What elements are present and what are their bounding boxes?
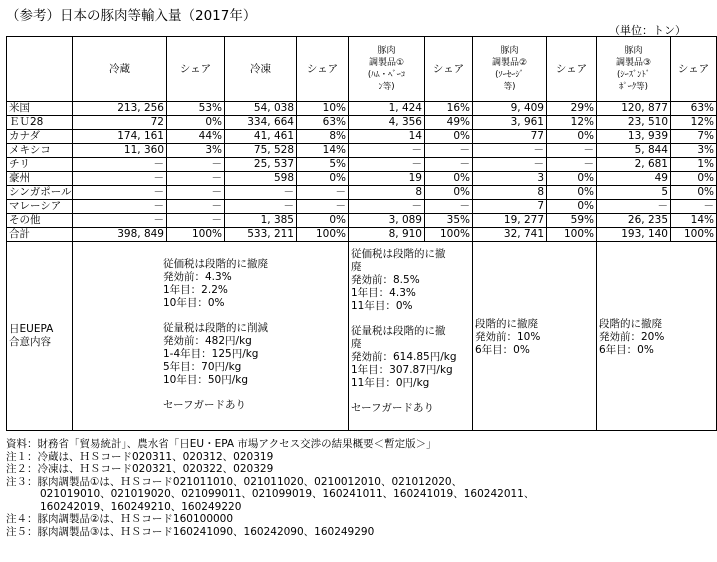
volume-cell: 26, 235 bbox=[597, 214, 671, 228]
epa-text-line: セーフガードあり bbox=[351, 402, 434, 414]
share-cell: － bbox=[167, 172, 225, 186]
row-country: メキシコ bbox=[7, 144, 73, 158]
header-share-4: シェア bbox=[547, 37, 597, 102]
epa-text-line: 従価税は段階的に撤 bbox=[351, 248, 446, 260]
footnote-line: 注２：冷凍は、ＨＳコード020321、020322、020329 bbox=[6, 463, 274, 475]
header-processed-3 bbox=[597, 37, 671, 102]
epa-text-line: 発効前：20% bbox=[599, 330, 665, 343]
share-cell: 0% bbox=[547, 172, 597, 186]
header-processed-2-line2: 調製品② bbox=[491, 58, 528, 68]
volume-cell: － bbox=[597, 200, 671, 214]
table-row bbox=[7, 214, 717, 228]
share-cell: 44% bbox=[167, 130, 225, 144]
share-cell: 0% bbox=[425, 172, 473, 186]
volume-cell: 1, 385 bbox=[225, 214, 297, 228]
epa-text-line: 発効前：614.85円/kg bbox=[351, 351, 457, 363]
share-cell: 0% bbox=[547, 130, 597, 144]
header-share-2: シェア bbox=[297, 37, 349, 102]
header-processed-3-line3: (ｼｰｽﾞﾝﾄﾞ bbox=[616, 70, 651, 80]
header-processed-1-line1: 豚肉 bbox=[377, 46, 396, 56]
epa-text-line: 10年目：50円/kg bbox=[163, 374, 249, 386]
volume-cell: 174, 161 bbox=[73, 130, 167, 144]
table-row bbox=[7, 144, 717, 158]
table-row bbox=[7, 116, 717, 130]
volume-cell: 41, 461 bbox=[225, 130, 297, 144]
epa-text-line: 段階的に撤廃 bbox=[475, 317, 538, 330]
volume-cell: 54, 038 bbox=[225, 102, 297, 116]
header-chilled: 冷蔵 bbox=[73, 37, 167, 102]
share-cell: 63% bbox=[297, 116, 349, 130]
volume-cell: 2, 681 bbox=[597, 158, 671, 172]
volume-cell: 8 bbox=[473, 186, 547, 200]
header-processed-2-line3: (ｿｰｾｰｼﾞ bbox=[495, 70, 524, 80]
epa-text-line: 発効前：482円/kg bbox=[163, 335, 252, 347]
volume-cell: － bbox=[73, 200, 167, 214]
import-table bbox=[6, 36, 717, 431]
header-share-3: シェア bbox=[425, 37, 473, 102]
share-cell: 7% bbox=[671, 130, 717, 144]
volume-cell: 3 bbox=[473, 172, 547, 186]
header-processed-3-line2: 調製品③ bbox=[615, 58, 652, 68]
volume-cell: 11, 360 bbox=[73, 144, 167, 158]
volume-cell: 533, 211 bbox=[225, 228, 297, 242]
epa-text-line: 1年目：307.87円/kg bbox=[351, 364, 453, 376]
footnote-line: 資料：財務省「貿易統計」、農水省「日EU・EPA 市場アクセス交渉の結果概要＜暫定版＞」 bbox=[6, 438, 437, 450]
share-cell: 0% bbox=[671, 186, 717, 200]
share-cell: 53% bbox=[167, 102, 225, 116]
epa-text-line: 発効前：4.3% bbox=[163, 271, 232, 283]
epa-proc1-cell bbox=[349, 242, 473, 431]
row-country: 豪州 bbox=[7, 172, 73, 186]
epa-text-line: 11年目：0% bbox=[351, 300, 413, 312]
share-cell: 14% bbox=[671, 214, 717, 228]
volume-cell: 75, 528 bbox=[225, 144, 297, 158]
volume-cell: － bbox=[225, 186, 297, 200]
volume-cell: － bbox=[473, 144, 547, 158]
share-cell: 5% bbox=[297, 158, 349, 172]
epa-text-line: 段階的に撤廃 bbox=[599, 317, 662, 330]
epa-text-line: 発効前：10% bbox=[475, 330, 541, 343]
share-cell: 0% bbox=[425, 130, 473, 144]
volume-cell: － bbox=[73, 172, 167, 186]
header-row bbox=[7, 37, 717, 102]
volume-cell: 13, 939 bbox=[597, 130, 671, 144]
volume-cell: 120, 877 bbox=[597, 102, 671, 116]
header-frozen: 冷凍 bbox=[225, 37, 297, 102]
share-cell: 3% bbox=[671, 144, 717, 158]
share-cell: 0% bbox=[547, 186, 597, 200]
share-cell: － bbox=[167, 158, 225, 172]
volume-cell: － bbox=[73, 158, 167, 172]
table-row bbox=[7, 186, 717, 200]
header-processed-2 bbox=[473, 37, 547, 102]
spacer bbox=[163, 310, 346, 322]
volume-cell: － bbox=[349, 158, 425, 172]
row-country: マレーシア bbox=[7, 200, 73, 214]
volume-cell: 3, 961 bbox=[473, 116, 547, 130]
epa-text-line: 5年目：70円/kg bbox=[163, 361, 242, 373]
footnote-line: 注５：豚肉調製品③は、ＨＳコード160241090、160242090、160249290 bbox=[6, 525, 375, 538]
share-cell: － bbox=[425, 158, 473, 172]
epa-text-line: 発効前：8.5% bbox=[351, 274, 420, 286]
volume-cell: 598 bbox=[225, 172, 297, 186]
data-rows bbox=[7, 102, 717, 242]
volume-cell: 213, 256 bbox=[73, 102, 167, 116]
share-cell: － bbox=[671, 200, 717, 214]
volume-cell: 8 bbox=[349, 186, 425, 200]
footnote-line: 021019010、021019020、021099011、021099019、160241011、160241019、160242011、 bbox=[40, 488, 535, 500]
volume-cell: 398, 849 bbox=[73, 228, 167, 242]
share-cell: 100% bbox=[547, 228, 597, 242]
share-cell: 12% bbox=[671, 116, 717, 130]
epa-proc3-cell bbox=[597, 242, 717, 431]
share-cell: － bbox=[425, 144, 473, 158]
volume-cell: 7 bbox=[473, 200, 547, 214]
share-cell: － bbox=[167, 200, 225, 214]
epa-text-line: セーフガードあり bbox=[163, 399, 246, 411]
table-row bbox=[7, 172, 717, 186]
row-country: カナダ bbox=[7, 130, 73, 144]
volume-cell: － bbox=[73, 186, 167, 200]
footnotes bbox=[6, 438, 534, 538]
volume-cell: 77 bbox=[473, 130, 547, 144]
epa-text-line: 10年目：0% bbox=[163, 297, 225, 309]
epa-text-line: 11年目：0円/kg bbox=[351, 377, 430, 389]
epa-proc2-cell bbox=[473, 242, 597, 431]
table-row bbox=[7, 228, 717, 242]
share-cell: － bbox=[425, 200, 473, 214]
volume-cell: 193, 140 bbox=[597, 228, 671, 242]
volume-cell: 9, 409 bbox=[473, 102, 547, 116]
table-row bbox=[7, 200, 717, 214]
share-cell: 3% bbox=[167, 144, 225, 158]
share-cell: 49% bbox=[425, 116, 473, 130]
volume-cell: 5 bbox=[597, 186, 671, 200]
spacer bbox=[163, 387, 346, 399]
row-country: チリ bbox=[7, 158, 73, 172]
epa-label-line2: 合意内容 bbox=[9, 336, 51, 348]
header-processed-1-line2: 調製品① bbox=[368, 58, 405, 68]
share-cell: 59% bbox=[547, 214, 597, 228]
spacer bbox=[351, 313, 470, 325]
epa-text-line: 1年目：2.2% bbox=[163, 284, 228, 296]
share-cell: 8% bbox=[297, 130, 349, 144]
epa-text-line: 6年目：0% bbox=[599, 343, 654, 356]
epa-fresh-cell bbox=[73, 242, 349, 431]
share-cell: － bbox=[167, 214, 225, 228]
volume-cell: 25, 537 bbox=[225, 158, 297, 172]
volume-cell: － bbox=[349, 200, 425, 214]
header-blank bbox=[7, 37, 73, 102]
volume-cell: 3, 089 bbox=[349, 214, 425, 228]
footnote-line: 注４：豚肉調製品②は、ＨＳコード160100000 bbox=[6, 513, 234, 525]
volume-cell: － bbox=[349, 144, 425, 158]
epa-label-cell bbox=[7, 242, 73, 431]
share-cell: 63% bbox=[671, 102, 717, 116]
volume-cell: 72 bbox=[73, 116, 167, 130]
volume-cell: 32, 741 bbox=[473, 228, 547, 242]
share-cell: 0% bbox=[547, 200, 597, 214]
header-processed-1-line4: ﾝ等) bbox=[378, 82, 395, 92]
volume-cell: 334, 664 bbox=[225, 116, 297, 130]
volume-cell: 19, 277 bbox=[473, 214, 547, 228]
row-country: 米国 bbox=[7, 102, 73, 116]
header-processed-2-line1: 豚肉 bbox=[500, 46, 519, 56]
share-cell: 100% bbox=[671, 228, 717, 242]
volume-cell: 23, 510 bbox=[597, 116, 671, 130]
header-processed-3-line4: ﾎﾟｰｸ等) bbox=[619, 82, 648, 92]
share-cell: 0% bbox=[167, 116, 225, 130]
volume-cell: 14 bbox=[349, 130, 425, 144]
volume-cell: － bbox=[225, 200, 297, 214]
share-cell: － bbox=[547, 144, 597, 158]
epa-text-line: 廃 bbox=[351, 338, 362, 350]
footnote-line: 160242019、160249210、160249220 bbox=[40, 500, 242, 513]
share-cell: － bbox=[167, 186, 225, 200]
table-row bbox=[7, 158, 717, 172]
header-processed-1 bbox=[349, 37, 425, 102]
share-cell: 100% bbox=[425, 228, 473, 242]
row-country: 合計 bbox=[7, 228, 73, 242]
header-processed-3-line1: 豚肉 bbox=[624, 46, 643, 56]
volume-cell: 4, 356 bbox=[349, 116, 425, 130]
share-cell: － bbox=[297, 186, 349, 200]
share-cell: 0% bbox=[671, 172, 717, 186]
share-cell: － bbox=[547, 158, 597, 172]
share-cell: 10% bbox=[297, 102, 349, 116]
unit-label: （単位：トン） bbox=[609, 24, 686, 37]
share-cell: 29% bbox=[547, 102, 597, 116]
table-row bbox=[7, 130, 717, 144]
volume-cell: － bbox=[473, 158, 547, 172]
share-cell: 35% bbox=[425, 214, 473, 228]
share-cell: 100% bbox=[167, 228, 225, 242]
header-share-5: シェア bbox=[671, 37, 717, 102]
share-cell: 100% bbox=[297, 228, 349, 242]
share-cell: 1% bbox=[671, 158, 717, 172]
share-cell: － bbox=[297, 200, 349, 214]
epa-text-line: 従量税は段階的に撤 bbox=[351, 325, 446, 337]
epa-text-line: 従量税は段階的に削減 bbox=[163, 322, 268, 334]
table-row bbox=[7, 102, 717, 116]
share-cell: 16% bbox=[425, 102, 473, 116]
row-country: ＥＵ28 bbox=[7, 116, 73, 130]
footnote-line: 注１：冷蔵は、ＨＳコード020311、020312、020319 bbox=[6, 450, 274, 463]
volume-cell: － bbox=[73, 214, 167, 228]
epa-text-line: 1年目：4.3% bbox=[351, 287, 416, 299]
share-cell: 0% bbox=[297, 172, 349, 186]
share-cell: 14% bbox=[297, 144, 349, 158]
epa-text-line: 1-4年目：125円/kg bbox=[163, 348, 259, 360]
share-cell: 0% bbox=[297, 214, 349, 228]
row-country: シンガポール bbox=[7, 186, 73, 200]
footnote-line: 注３：豚肉調製品①は、ＨＳコード021011010、021011020、0210012010、021012020、 bbox=[6, 475, 463, 488]
volume-cell: 1, 424 bbox=[349, 102, 425, 116]
header-processed-1-line3: (ﾊﾑ・ﾍﾞｰｺ bbox=[367, 70, 406, 80]
epa-label-line1: 日EUEPA bbox=[9, 323, 54, 335]
header-processed-2-line4: 等) bbox=[503, 82, 516, 92]
volume-cell: 5, 844 bbox=[597, 144, 671, 158]
row-country: その他 bbox=[7, 214, 73, 228]
epa-text-line: 6年目：0% bbox=[475, 343, 530, 356]
spacer bbox=[351, 390, 470, 402]
volume-cell: 19 bbox=[349, 172, 425, 186]
header-share-1: シェア bbox=[167, 37, 225, 102]
epa-text-line: 従価税は段階的に撤廃 bbox=[163, 258, 268, 270]
share-cell: 0% bbox=[425, 186, 473, 200]
volume-cell: 49 bbox=[597, 172, 671, 186]
epa-text-line: 廃 bbox=[351, 261, 362, 273]
volume-cell: 8, 910 bbox=[349, 228, 425, 242]
share-cell: 12% bbox=[547, 116, 597, 130]
epa-row bbox=[7, 242, 717, 431]
page-title: （参考）日本の豚肉等輸入量（2017年） bbox=[6, 8, 257, 24]
